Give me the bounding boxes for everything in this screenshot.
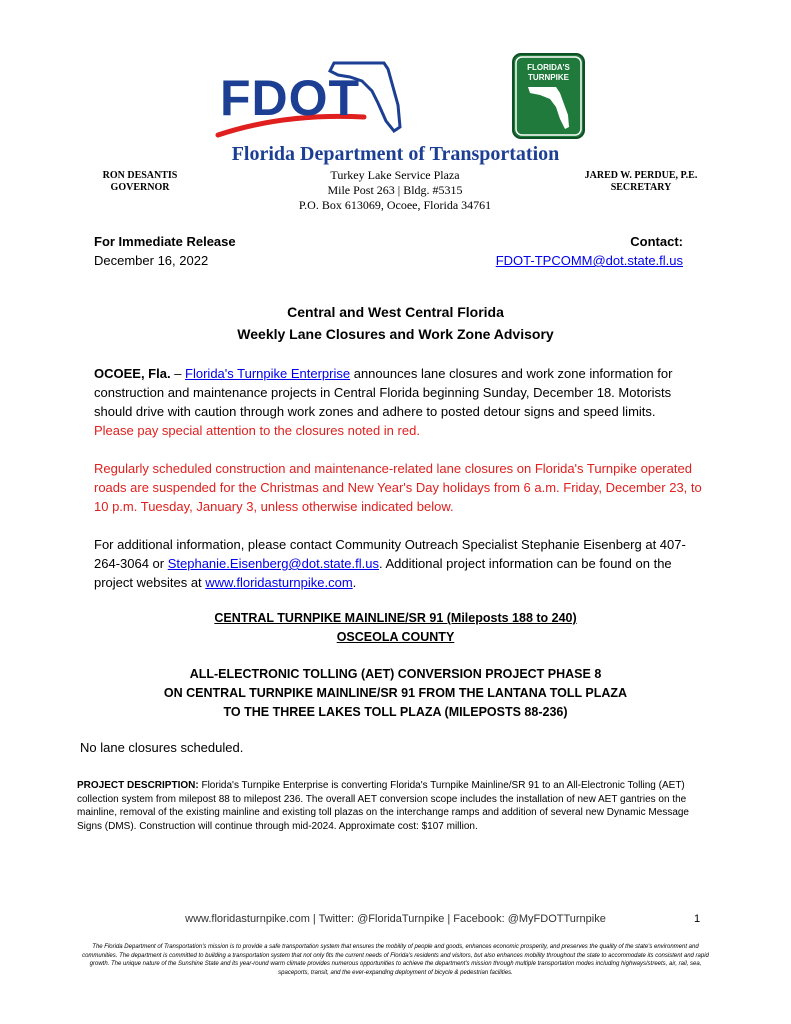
fdot-wordmark: FDOT (220, 70, 361, 126)
title-line1: Central and West Central Florida (287, 304, 504, 320)
dateline-dash: – (170, 366, 186, 381)
contact-label: Contact: (630, 234, 683, 249)
website-link[interactable]: www.floridasturnpike.com (205, 575, 353, 590)
footer-links: www.floridasturnpike.com | Twitter: @FloridaTurnpike | Facebook: @MyFDOTTurnpike (185, 913, 606, 925)
title-line2: Weekly Lane Closures and Work Zone Advisory (237, 326, 554, 342)
contact-text3: . (352, 575, 357, 590)
page-number: 1 (694, 913, 701, 925)
address-block (250, 168, 540, 213)
fdot-logo (214, 55, 409, 145)
section-line2: OSCEOLA COUNTY (336, 630, 455, 644)
intro-text: announces lane closures and work zone information for construction and maintenance projects in Central Florida beginning Sunday, December 18. Motorists should drive with caution through work zones and adhere to posted detour signs and speed limits. (94, 366, 673, 419)
release-date: December 16, 2022 (94, 253, 209, 268)
intro-paragraph (94, 364, 706, 440)
contact-email-link[interactable]: FDOT-TPCOMM@dot.state.fl.us (495, 253, 683, 268)
section-heading (0, 609, 791, 647)
eisenberg-email-link[interactable]: Stephanie.Eisenberg@dot.state.fl.us (167, 556, 379, 571)
section-line1: CENTRAL TURNPIKE MAINLINE/SR 91 (Mileposts 188 to 240) (214, 611, 577, 625)
holiday-note: Regularly scheduled construction and maintenance-related lane closures on Florida's Turnpike operated roads are suspended for the Christmas and New Year's Day holidays from 6 a.m. Friday, December 23, to 10 p.m. Tuesday, January 3, unless otherwise indicated below. (94, 461, 702, 514)
project-heading (0, 665, 791, 722)
project-description-label: PROJECT DESCRIPTION: (77, 780, 199, 791)
governor-title: GOVERNOR (110, 182, 170, 193)
governor-name: RON DESANTIS (102, 170, 178, 181)
mission-statement: The Florida Department of Transportation's mission is to provide a safe transportation system that ensures the mobility of people and goods, enhances economic prosperity, and preserves the quality of the state's environment and communities. The department is committed to building a transportation system that not only fits the current needs of Florida's residents and visitors, but also enhances mobility throughout the state to accommodate its consistent and rapid growth. The unique nature of the Sunshine State and its year-round warm climate provides numerous opportunities to achieve the department's mission through multiple transportation modes including highways/streets, air, rail, sea, spaceports, transit, and the ever-expanding deployment of bicycle & pedestrian facilities. (82, 944, 709, 976)
governor-block (85, 170, 195, 194)
secretary-name: JARED W. PERDUE, P.E. (584, 170, 698, 181)
closures-status: No lane closures scheduled. (80, 740, 244, 755)
address-line2: Mile Post 263 | Bldg. #5315 (327, 183, 463, 197)
org-name: Florida Department of Transportation (231, 143, 560, 165)
address-line1: Turkey Lake Service Plaza (330, 168, 460, 182)
address-line3: P.O. Box 613069, Ocoee, Florida 34761 (298, 198, 492, 212)
contact-paragraph (94, 535, 706, 592)
project-line3: TO THE THREE LAKES TOLL PLAZA (MILEPOSTS 88-236) (223, 705, 568, 719)
secretary-title: SECRETARY (610, 182, 672, 193)
turnpike-logo (512, 53, 585, 139)
project-description-text: Florida's Turnpike Enterprise is converting Florida's Turnpike Mainline/SR 91 to an All-Electronic Tolling (AET) collection system from milepost 88 to milepost 236. The overall AET conversion scope includes the installation of new AET gantries on the mainline, removal of the existing mainline and existing toll plazas on the interchange ramps and addition of several new Dynamic Message Signs (DMS). Construction will continue through mid-2024. Approximate cost: $107 million. (77, 780, 689, 832)
project-line2: ON CENTRAL TURNPIKE MAINLINE/SR 91 FROM THE LANTANA TOLL PLAZA (163, 686, 628, 700)
turnpike-logo-line1: FLORIDA'S (527, 63, 570, 72)
release-label: For Immediate Release (94, 234, 236, 249)
turnpike-logo-line2: TURNPIKE (528, 73, 569, 82)
secretary-block (566, 170, 716, 194)
contact-text2: . Additional project information can be found on the project websites at (94, 556, 672, 590)
turnpike-enterprise-link[interactable]: Florida's Turnpike Enterprise (185, 366, 351, 381)
contact-text1: For additional information, please contact Community Outreach Specialist Stephanie Eisenberg at 407-264-3064 or (94, 537, 686, 571)
project-description (77, 779, 713, 833)
dateline: OCOEE, Fla. (94, 366, 171, 381)
red-note: Please pay special attention to the closures noted in red. (94, 423, 420, 438)
document-title (0, 301, 791, 345)
project-line1: ALL-ELECTRONIC TOLLING (AET) CONVERSION PROJECT PHASE 8 (189, 667, 602, 681)
